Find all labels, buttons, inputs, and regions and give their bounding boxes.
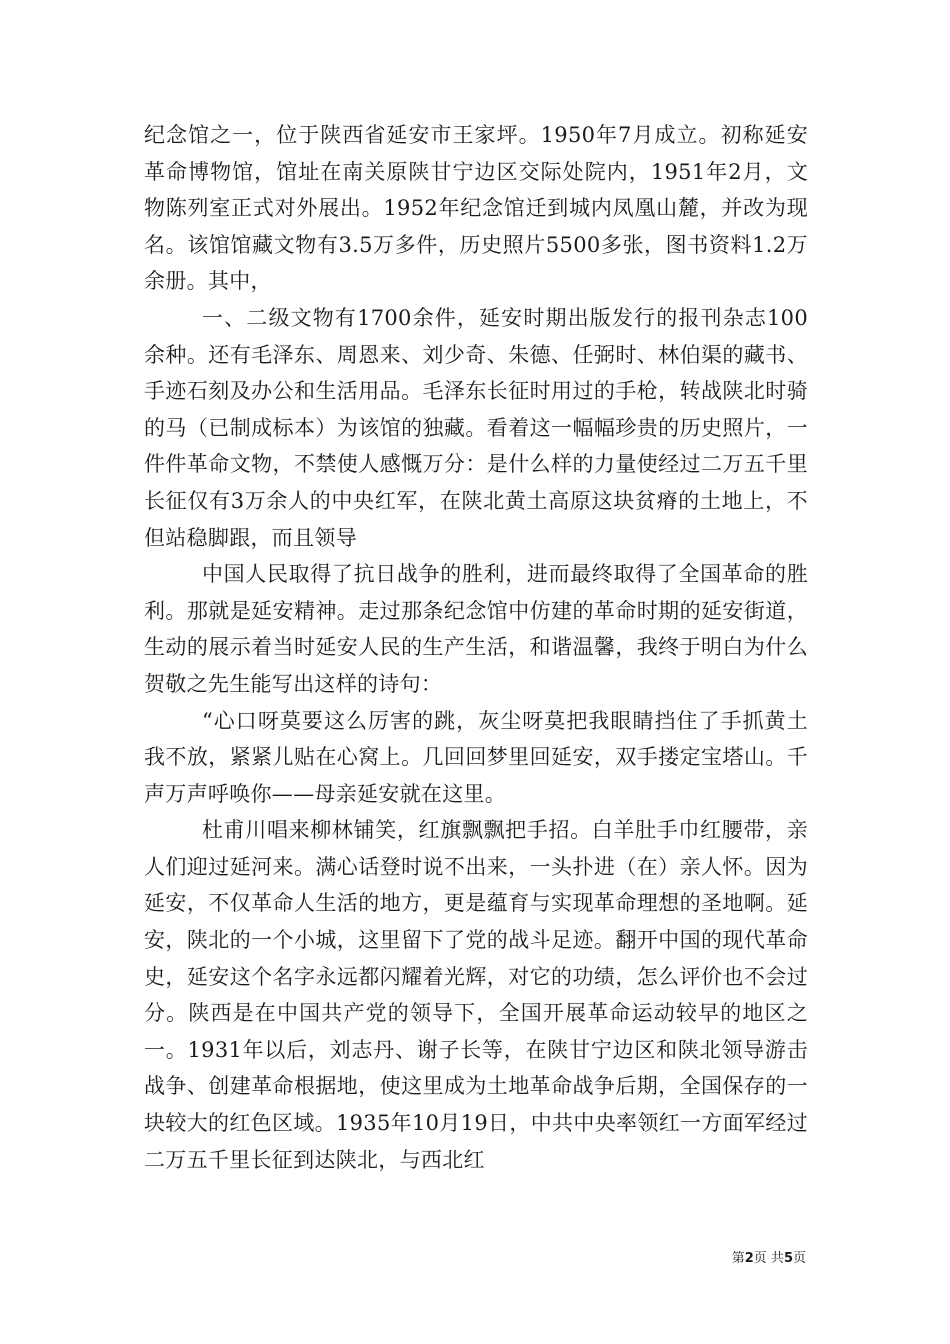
- footer-prefix: 第: [731, 1251, 745, 1266]
- total-pages-number: 5: [783, 1251, 793, 1266]
- paragraph-5: 杜甫川唱来柳林铺笑，红旗飘飘把手招。白羊肚手巾红腰带，亲人们迎过延河来。满心话登时说不出来，一头扑进（在）亲人怀。因为延安，不仅革命人生活的地方，更是蕴育与实现革命理想的圣地啊。延安，陕北的一个小城，这里留下了党的战斗足迹。翻开中国的现代革命史，延安这个名字永远都闪耀着光辉，对它的功绩，怎么评价也不会过分。陕西是在中国共产党的领导下，全国开展革命运动较早的地区之一。1931年以后，刘志丹、谢子长等，在陕甘宁边区和陕北领导游击战争、创建革命根据地，使这里成为土地革命战争后期，全国保存的一块较大的红色区域。1935年10月19日，中共中央率领红一方面军经过二万五千里长征到达陕北，与西北红: [144, 818, 808, 1172]
- paragraph-2: 一、二级文物有1700余件，延安时期出版发行的报刊杂志100余种。还有毛泽东、周恩来、刘少奇、朱德、任弼时、林伯渠的藏书、手迹石刻及办公和生活用品。毛泽东长征时用过的手枪，转战陕北时骑的马（已制成标本）为该馆的独藏。看着这一幅幅珍贵的历史照片，一件件革命文物，不禁使人感慨万分：是什么样的力量使经过二万五千里长征仅有3万余人的中央红军，在陕北黄土高原这块贫瘠的土地上，不但站稳脚跟，而且领导: [144, 305, 808, 550]
- footer-middle: 页 共: [753, 1251, 784, 1266]
- page-number-footer: [732, 1247, 806, 1266]
- paragraph-4-poem: “心口呀莫要这么厉害的跳，灰尘呀莫把我眼睛挡住了手抓黄土我不放，紧紧儿贴在心窝上。几回回梦里回延安，双手搂定宝塔山。千声万声呼唤你——母亲延安就在这里。: [144, 708, 808, 806]
- paragraph-1: 纪念馆之一，位于陕西省延安市王家坪。1950年7月成立。初称延安革命博物馆，馆址在南关原陕甘宁边区交际处院内，1951年2月，文物陈列室正式对外展出。1952年纪念馆迁到城内凤凰山麓，并改为现名。该馆馆藏文物有3.5万多件，历史照片5500多张，图书资料1.2万余册。其中，: [144, 123, 808, 294]
- document-body: [144, 117, 808, 1178]
- footer-suffix: 页: [792, 1251, 806, 1266]
- current-page-number: 2: [744, 1251, 754, 1266]
- paragraph-3: 中国人民取得了抗日战争的胜利，进而最终取得了全国革命的胜利。那就是延安精神。走过那条纪念馆中仿建的革命时期的延安街道，生动的展示着当时延安人民的生产生活，和谐温馨，我终于明白为什么贺敬之先生能写出这样的诗句：: [144, 562, 808, 696]
